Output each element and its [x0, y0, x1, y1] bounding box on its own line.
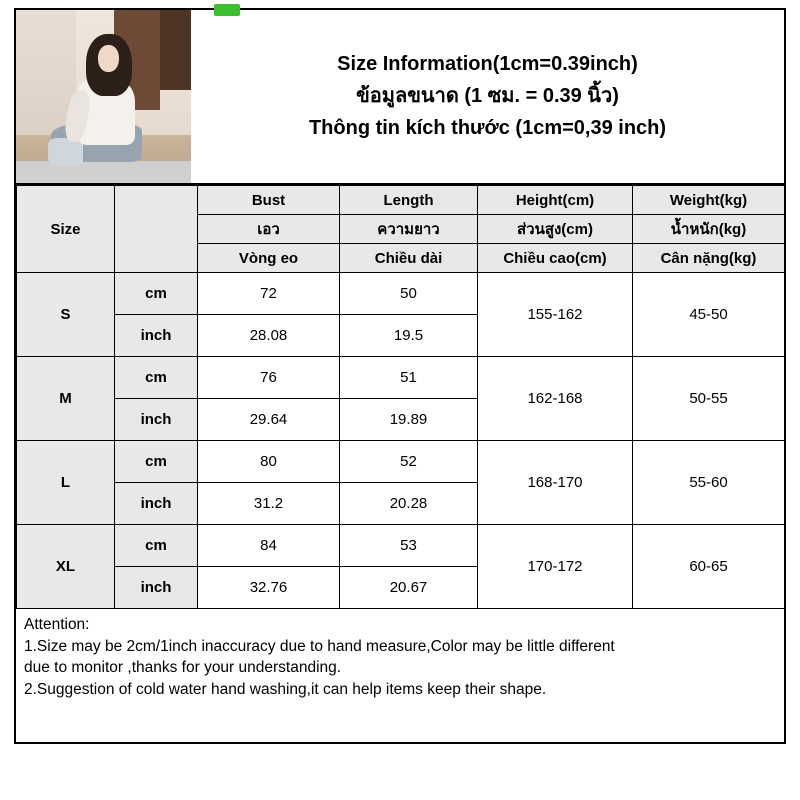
bust-header-vi: Vòng eo: [198, 244, 340, 273]
bust-header-en: Bust: [198, 186, 340, 215]
title-block: [191, 10, 784, 183]
title-line-en: Size Information(1cm=0.39inch): [337, 53, 638, 75]
row-unit-inch: inch: [115, 567, 198, 609]
row-size-label: XL: [17, 525, 115, 609]
attention-section: [16, 609, 784, 705]
row-length-inch: 19.89: [340, 399, 478, 441]
row-unit-inch: inch: [115, 315, 198, 357]
attention-line-3: 2.Suggestion of cold water hand washing,it can help items keep their shape.: [24, 680, 547, 698]
row-length-inch: 20.28: [340, 483, 478, 525]
row-length-cm: 50: [340, 273, 478, 315]
row-size-label: L: [17, 441, 115, 525]
attention-line-1: 1.Size may be 2cm/1inch inaccuracy due to hand measure,Color may be little different: [24, 637, 615, 655]
height-header-en: Height(cm): [478, 186, 633, 215]
row-height: 155-162: [478, 273, 633, 357]
row-length-inch: 20.67: [340, 567, 478, 609]
height-header-vi: Chiều cao(cm): [478, 244, 633, 273]
chart-header: [16, 10, 784, 185]
unit-column-header: [115, 186, 198, 273]
header-row-en: [17, 186, 785, 215]
weight-header-en: Weight(kg): [633, 186, 785, 215]
height-header-th: ส่วนสูง(cm): [478, 215, 633, 244]
row-weight: 45-50: [633, 273, 785, 357]
row-length-cm: 52: [340, 441, 478, 483]
bust-header-th: เอว: [198, 215, 340, 244]
row-bust-cm: 76: [198, 357, 340, 399]
length-header-vi: Chiều dài: [340, 244, 478, 273]
row-unit-cm: cm: [115, 273, 198, 315]
model-photo: [16, 10, 191, 183]
row-size-label: S: [17, 273, 115, 357]
row-unit-cm: cm: [115, 357, 198, 399]
size-chart-sheet: [14, 8, 786, 744]
photo-door-secondary: [160, 10, 192, 90]
photo-model-boot: [48, 138, 83, 166]
table-row: [17, 273, 785, 315]
size-column-header: Size: [17, 186, 115, 273]
row-height: 162-168: [478, 357, 633, 441]
row-weight: 55-60: [633, 441, 785, 525]
row-bust-cm: 80: [198, 441, 340, 483]
photo-rug: [16, 161, 191, 183]
weight-header-th: น้ำหนัก(kg): [633, 215, 785, 244]
size-table: [16, 185, 785, 609]
length-header-th: ความยาว: [340, 215, 478, 244]
row-size-label: M: [17, 357, 115, 441]
weight-header-vi: Cân nặng(kg): [633, 244, 785, 273]
table-row: [17, 525, 785, 567]
row-unit-cm: cm: [115, 525, 198, 567]
row-weight: 60-65: [633, 525, 785, 609]
row-bust-cm: 84: [198, 525, 340, 567]
title-line-vi: Thông tin kích thước (1cm=0,39 inch): [308, 117, 667, 139]
row-height: 168-170: [478, 441, 633, 525]
row-unit-cm: cm: [115, 441, 198, 483]
row-bust-inch: 31.2: [198, 483, 340, 525]
row-bust-cm: 72: [198, 273, 340, 315]
row-height: 170-172: [478, 525, 633, 609]
attention-heading: Attention:: [24, 616, 90, 633]
row-length-inch: 19.5: [340, 315, 478, 357]
photo-model-face: [98, 45, 119, 73]
attention-line-2: due to monitor ,thanks for your understanding.: [24, 659, 342, 677]
row-bust-inch: 32.76: [198, 567, 340, 609]
table-row: [17, 357, 785, 399]
row-unit-inch: inch: [115, 399, 198, 441]
title-line-th: ข้อมูลขนาด (1 ซม. = 0.39 นิ้ว): [356, 85, 619, 107]
table-row: [17, 441, 785, 483]
row-length-cm: 53: [340, 525, 478, 567]
row-weight: 50-55: [633, 357, 785, 441]
length-header-en: Length: [340, 186, 478, 215]
row-bust-inch: 29.64: [198, 399, 340, 441]
row-bust-inch: 28.08: [198, 315, 340, 357]
row-length-cm: 51: [340, 357, 478, 399]
row-unit-inch: inch: [115, 483, 198, 525]
